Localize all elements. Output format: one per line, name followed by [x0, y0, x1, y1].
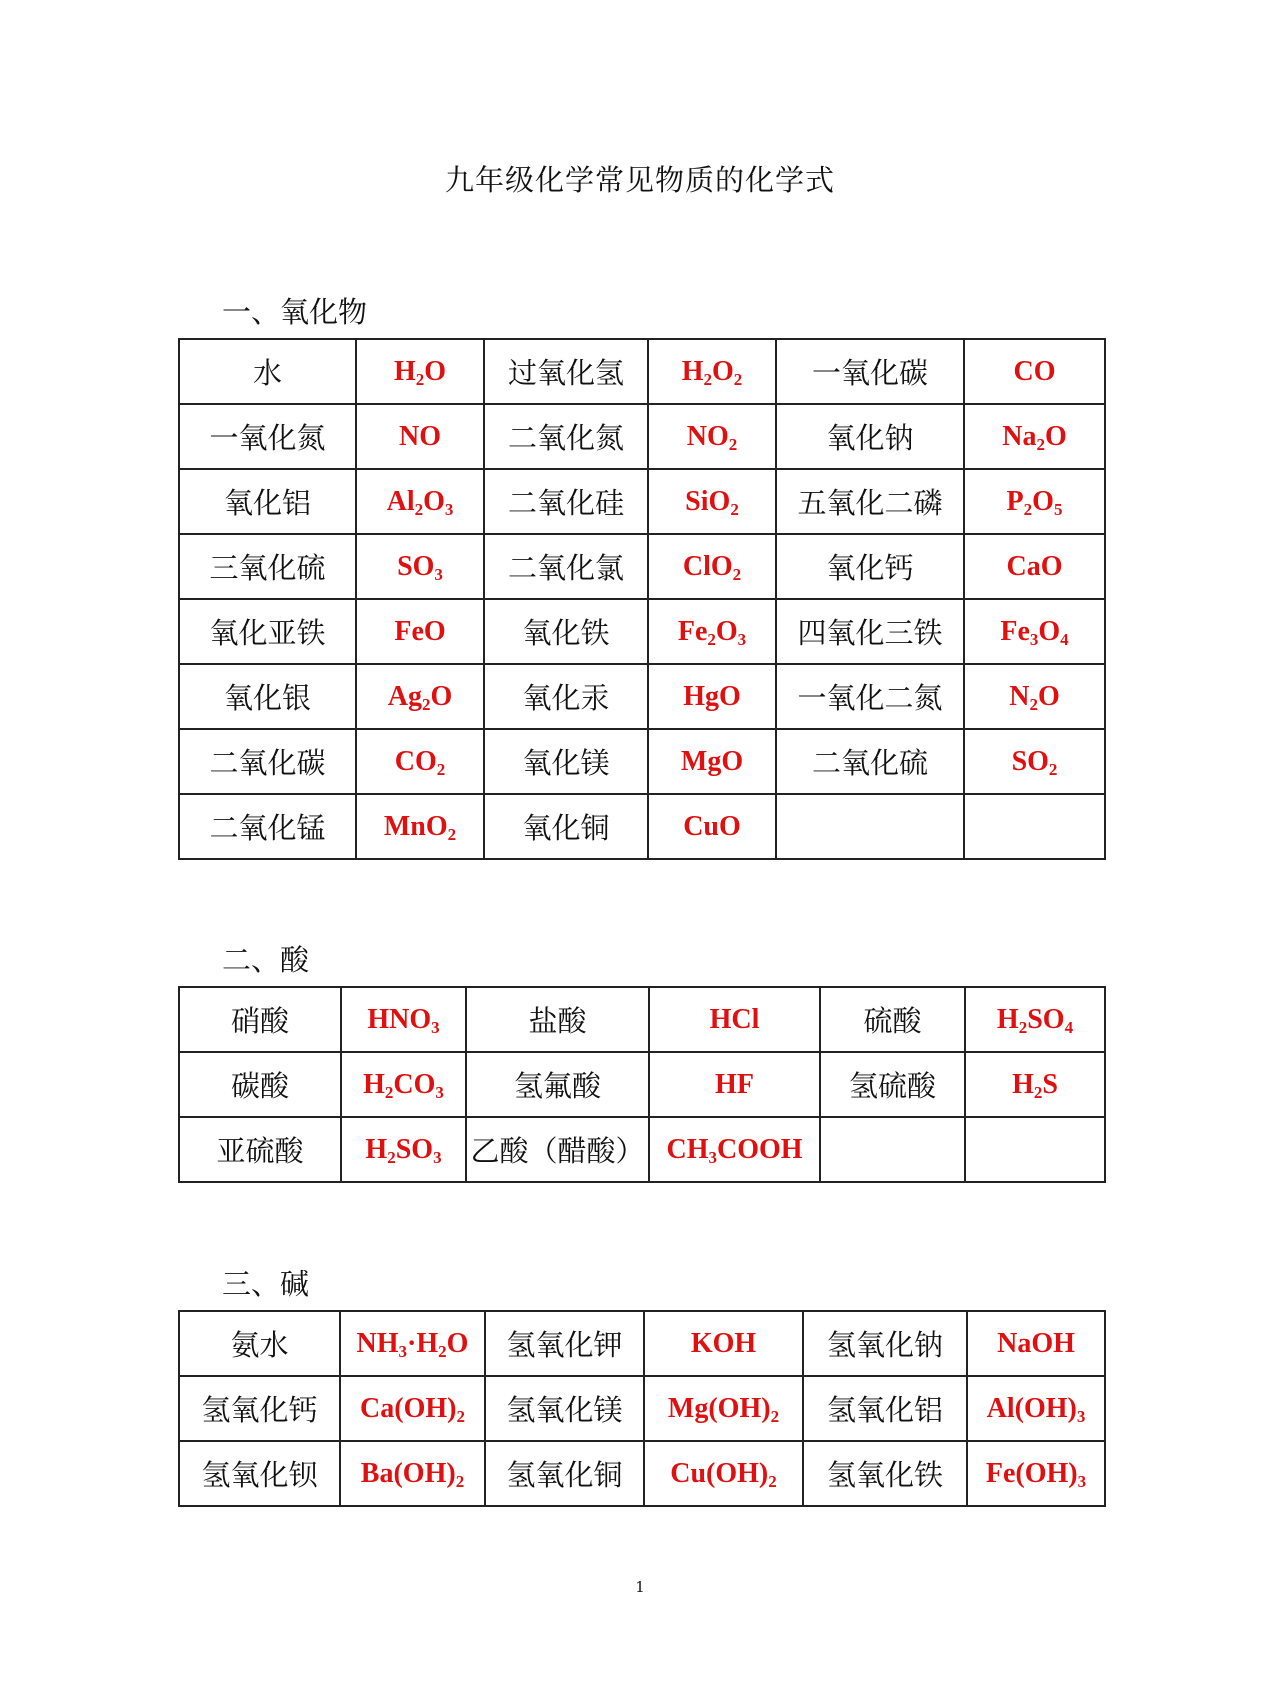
- substance-name-cell: 氨水: [179, 1311, 340, 1376]
- substance-name-cell: 氢氧化钠: [803, 1311, 967, 1376]
- table-row: [179, 1376, 1105, 1441]
- substance-name-cell: 碳酸: [179, 1052, 341, 1117]
- table-row: [179, 987, 1105, 1052]
- chemical-formula-cell: MnO$_2$: [356, 794, 484, 859]
- chemical-formula-cell: $H_2O$: [356, 339, 484, 404]
- chemical-formula-cell: FeO: [356, 599, 484, 664]
- chemical-formula-cell: $Ag_2O$: [356, 664, 484, 729]
- chemical-formula-cell: CO: [964, 339, 1105, 404]
- chemical-formula-cell: $Al(OH)_3$: [967, 1376, 1105, 1441]
- table-row: [179, 1441, 1105, 1506]
- substance-name-cell: 氧化汞: [484, 664, 648, 729]
- substance-name-cell: 氧化钠: [776, 404, 964, 469]
- substance-name-cell: 三氧化硫: [179, 534, 356, 599]
- table-row: [179, 534, 1105, 599]
- table-row: [179, 469, 1105, 534]
- page-number: 1: [635, 1578, 645, 1596]
- chemical-formula-cell: NaOH: [967, 1311, 1105, 1376]
- substance-name-cell: 过氧化氢: [484, 339, 648, 404]
- chemical-formula-cell: $Mg(OH)_2$: [644, 1376, 803, 1441]
- substance-name-cell: [820, 1117, 965, 1182]
- substance-name-cell: 氧化银: [179, 664, 356, 729]
- chemical-formula-cell: CaO: [964, 534, 1105, 599]
- chemical-formula-cell: $HNO_3$: [341, 987, 466, 1052]
- substance-name-cell: 亚硫酸: [179, 1117, 341, 1182]
- chemical-formula-cell: $CH_3COOH$: [649, 1117, 820, 1182]
- substance-name-cell: 氧化钙: [776, 534, 964, 599]
- chemical-formula-cell: $Al_2O_3$: [356, 469, 484, 534]
- table-row: [179, 339, 1105, 404]
- substance-name-cell: 氢氧化铁: [803, 1441, 967, 1506]
- substance-name-cell: 氧化亚铁: [179, 599, 356, 664]
- substance-name-cell: 盐酸: [466, 987, 649, 1052]
- table-row: [179, 664, 1105, 729]
- chemical-formula-cell: $H_2SO_4$: [965, 987, 1105, 1052]
- substance-name-cell: 氢氧化镁: [485, 1376, 644, 1441]
- chemical-formula-cell: $SO_3$: [356, 534, 484, 599]
- chemical-formula-cell: $Cu(OH)_2$: [644, 1441, 803, 1506]
- substance-name-cell: 一氧化二氮: [776, 664, 964, 729]
- substance-name-cell: 氢氧化铜: [485, 1441, 644, 1506]
- oxides-table: [178, 338, 1106, 860]
- chemical-formula-cell: $Fe(OH)_3$: [967, 1441, 1105, 1506]
- substance-name-cell: 四氧化三铁: [776, 599, 964, 664]
- substance-name-cell: 氢氧化钡: [179, 1441, 340, 1506]
- chemical-formula-cell: ClO$_2$: [648, 534, 776, 599]
- substance-name-cell: 二氧化硫: [776, 729, 964, 794]
- chemical-formula-cell: KOH: [644, 1311, 803, 1376]
- substance-name-cell: 氧化铝: [179, 469, 356, 534]
- substance-name-cell: 氢硫酸: [820, 1052, 965, 1117]
- chemical-formula-cell: NO: [356, 404, 484, 469]
- table-row: [179, 599, 1105, 664]
- chemical-formula-cell: $N_2O$: [964, 664, 1105, 729]
- substance-name-cell: 氧化铁: [484, 599, 648, 664]
- substance-name-cell: 氧化铜: [484, 794, 648, 859]
- substance-name-cell: 氢氧化钙: [179, 1376, 340, 1441]
- chemical-formula-cell: CuO: [648, 794, 776, 859]
- chemical-formula-cell: $CO_2$: [356, 729, 484, 794]
- substance-name-cell: 二氧化硅: [484, 469, 648, 534]
- chemical-formula-cell: MgO: [648, 729, 776, 794]
- table-row: [179, 794, 1105, 859]
- bases-table: [178, 1310, 1106, 1507]
- chemical-formula-cell: HgO: [648, 664, 776, 729]
- substance-name-cell: 二氧化氯: [484, 534, 648, 599]
- substance-name-cell: 乙酸（醋酸）: [466, 1117, 649, 1182]
- chemical-formula-cell: $H_2CO_3$: [341, 1052, 466, 1117]
- chemical-formula-cell: $NH_3\cdot H_2O$: [340, 1311, 485, 1376]
- substance-name-cell: 氢氧化钾: [485, 1311, 644, 1376]
- page-title: 九年级化学常见物质的化学式: [444, 163, 835, 197]
- chemical-formula-cell: $H_2O_2$: [648, 339, 776, 404]
- chemical-formula-cell: [964, 794, 1105, 859]
- chemical-formula-cell: $P_2O_5$: [964, 469, 1105, 534]
- substance-name-cell: [776, 794, 964, 859]
- table-row: [179, 1117, 1105, 1182]
- chemical-formula-cell: $H_2SO_3$: [341, 1117, 466, 1182]
- substance-name-cell: 氢氧化铝: [803, 1376, 967, 1441]
- acids-table: [178, 986, 1106, 1183]
- substance-name-cell: 一氧化碳: [776, 339, 964, 404]
- chemical-formula-cell: [965, 1117, 1105, 1182]
- table-row: [179, 1052, 1105, 1117]
- section-heading-bases: 三、碱: [222, 1267, 310, 1301]
- chemical-formula-cell: HF: [649, 1052, 820, 1117]
- chemical-formula-cell: HCl: [649, 987, 820, 1052]
- table-row: [179, 729, 1105, 794]
- section-heading-oxides: 一、氧化物: [222, 295, 368, 329]
- chemical-formula-cell: $Na_2O$: [964, 404, 1105, 469]
- substance-name-cell: 氧化镁: [484, 729, 648, 794]
- substance-name-cell: 水: [179, 339, 356, 404]
- chemical-formula-cell: $Fe_3O_4$: [964, 599, 1105, 664]
- chemical-formula-cell: $Ba(OH)_2$: [340, 1441, 485, 1506]
- table-row: [179, 1311, 1105, 1376]
- chemical-formula-cell: $SO_2$: [964, 729, 1105, 794]
- substance-name-cell: 五氧化二磷: [776, 469, 964, 534]
- substance-name-cell: 硫酸: [820, 987, 965, 1052]
- chemical-formula-cell: SiO$_2$: [648, 469, 776, 534]
- chemical-formula-cell: $Ca(OH)_2$: [340, 1376, 485, 1441]
- substance-name-cell: 二氧化锰: [179, 794, 356, 859]
- substance-name-cell: 氢氟酸: [466, 1052, 649, 1117]
- substance-name-cell: 二氧化碳: [179, 729, 356, 794]
- chemical-formula-cell: $H_2S$: [965, 1052, 1105, 1117]
- substance-name-cell: 一氧化氮: [179, 404, 356, 469]
- substance-name-cell: 二氧化氮: [484, 404, 648, 469]
- table-row: [179, 404, 1105, 469]
- substance-name-cell: 硝酸: [179, 987, 341, 1052]
- chemical-formula-cell: $Fe_2O_3$: [648, 599, 776, 664]
- chemical-formula-cell: $NO_2$: [648, 404, 776, 469]
- section-heading-acids: 二、酸: [222, 943, 310, 977]
